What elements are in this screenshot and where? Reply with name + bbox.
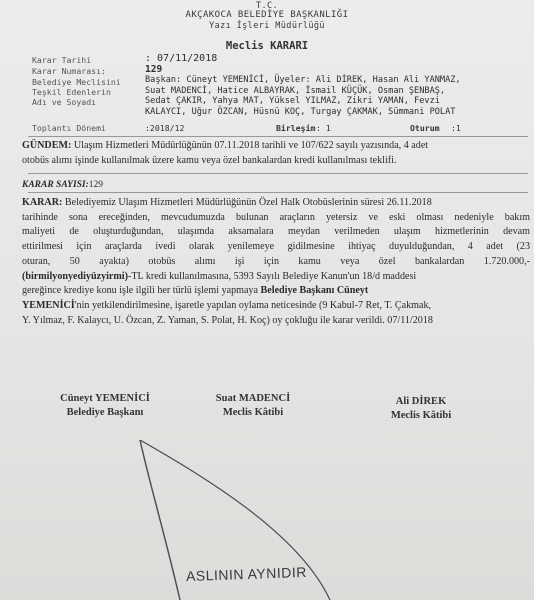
members-label-2: Teşkil Edenlerin (32, 87, 111, 97)
decision-paragraph (22, 196, 530, 328)
members-line: Sedat ÇAKIR, Yahya MAT, Yüksel YILMAZ, Zikri YAMAN, Fevzi (145, 96, 440, 106)
date-value: : 07/11/2018 (145, 53, 218, 64)
signature-stroke (140, 440, 180, 600)
decision-number (22, 178, 530, 193)
members-line: Başkan: Cüneyt YEMENİCİ, Üyeler: Ali DİREK, Hasan Ali YANMAZ, (145, 75, 461, 85)
signature-name: Cüneyt YEMENİCİ (60, 393, 150, 404)
header-tc: T.C. (255, 1, 279, 11)
signature-block (346, 395, 496, 423)
members-line: KALAYCI, Uğur ÖZCAN, Hüsnü KOÇ, Turgay ÇAKMAK, Sümmani POLAT (145, 106, 456, 117)
decision-text: ettirilmesi için araçlarda ivedi olarak yenilemeye gidilmesine ihtiyaç duyulduğundan, 4 adet (23 (22, 241, 530, 253)
document-title: Meclis KARARI (225, 40, 309, 52)
decision-text: Y. Yılmaz, F. Kalaycı, U. Özcan, Z. Yaman, S. Polat, H. Koç) oy çokluğu ile karar verildi. 07/11/2018 (22, 314, 433, 326)
divider (28, 173, 528, 174)
agenda-text: otobüs alımı işinde kullanılmak üzere kamu veya özel bankalardan kredi kullanılması teklifi. (22, 154, 397, 166)
divider (28, 192, 528, 193)
signature-title: Meclis Kâtibi (390, 410, 452, 421)
signature-name: Suat MADENCİ (215, 393, 291, 404)
decision-number-label: KARAR SAYISI: (22, 180, 89, 190)
certified-copy-stamp: ASLININ AYNIDIR (185, 563, 308, 585)
decision-text: 'nin yetkilendirilmesine, işaretle yapılan oylama neticesinde (9 Kabul-7 Ret, T. Çakmak, (74, 299, 432, 311)
decision-text: Belediyemiz Ulaşım Hizmetleri Müdürlüğünün Özel Halk Otobüslerinin süresi 26.11.2018 (62, 197, 432, 208)
decision-authorized: YEMENİCİ (22, 299, 75, 311)
members-label-3: Adı ve Soyadı (32, 97, 97, 107)
divider (28, 136, 528, 137)
agenda-label: GÜNDEM: (22, 140, 72, 151)
signature-block (30, 392, 180, 420)
number-label: Karar Numarası: (32, 66, 106, 76)
decision-text: maliyeti de oluşturduğundan, ulaşımda aksamalara meydan verilmeden ulaşım hizmetlerinin devam (22, 226, 530, 238)
decision-amount-words: (birmilyonyediyüzyirmi) (22, 270, 128, 282)
members-label-1: Belediye Meclisini (32, 77, 121, 87)
signature-title: Belediye Başkanı (66, 407, 144, 418)
decision-text: -TL kredi kullanılmasına, 5393 Sayılı Belediye Kanun'un 18/d maddesi (127, 270, 417, 282)
decision-text: oturan, 50 ayakta) otobüs alımı işi için kamu veya özel bankalardan 1.720.000,- (22, 255, 530, 267)
sitting-label: Birleşim (276, 123, 316, 133)
header-municipality: AKÇAKOCA BELEDİYE BAŞKANLIĞI (185, 10, 349, 20)
decision-number-value: 129 (88, 180, 104, 190)
sitting-value: : 1 (316, 123, 331, 133)
signature-name: Ali DİREK (395, 396, 447, 407)
header-department: Yazı İşleri Müdürlüğü (209, 21, 325, 31)
signature-block (178, 392, 328, 420)
meeting-value: :1 (451, 123, 461, 133)
members-line: Suat MADENCİ, Hatice ALBAYRAK, İsmail KÜÇÜK, Osman ŞENBAŞ, (145, 85, 446, 96)
session-label: Toplantı Dönemi (32, 123, 106, 133)
decision-authorized: Belediye Başkanı Cüneyt (260, 285, 369, 297)
number-value: 129 (145, 64, 163, 75)
decision-label: KARAR: (22, 197, 63, 208)
agenda-paragraph (22, 139, 530, 168)
date-label: Karar Tarihi (32, 55, 92, 65)
session-value: :2018/12 (145, 123, 185, 133)
decision-text: gereğince krediye konu işle ilgili her türlü işlemi yapmaya (22, 285, 261, 297)
agenda-text: Ulaşım Hizmetleri Müdürlüğünün 07.11.2018 tarihli ve 107/622 sayılı yazısında, 4 adet (71, 140, 429, 151)
meeting-label: Oturum (410, 123, 440, 133)
decision-text: tarihinde sona ereceğinden, mevcudumuzda bulunan araçların yetersiz ve eski olması nedeniyle bakım (22, 211, 530, 223)
signature-title: Meclis Kâtibi (222, 407, 284, 418)
